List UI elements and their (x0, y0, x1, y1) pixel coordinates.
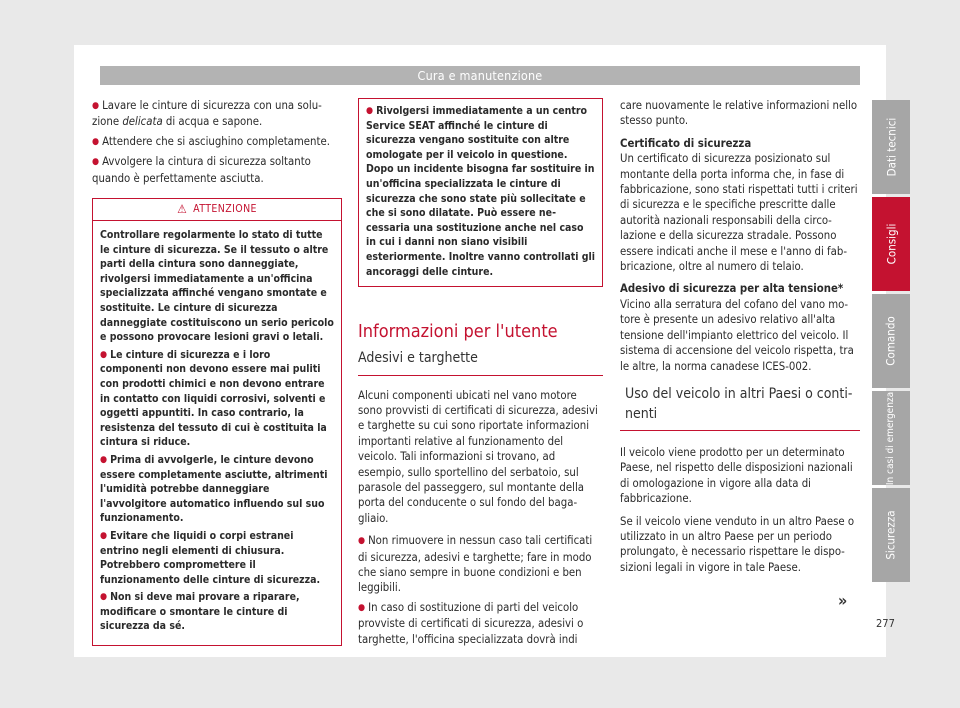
paragraph: Alcuni componenti ubicati nel vano motore sono provvisti di certificati di sicurezza, adesivi e targhette su cui sono riportate informazioni importanti relative al funzionamento del veicolo. Tali informazioni si trovano, ad esempio, sullo sportellino del serbatoio, sul parasole del passeggero, sul montante della porta del conducente o sul fondo del bagagliaio. (358, 388, 598, 525)
column-left (92, 98, 342, 646)
warning-triangle-icon: ⚠ (177, 201, 188, 216)
header-title: Cura e manutenzione (417, 68, 543, 83)
continue-arrow-icon: » (838, 591, 848, 610)
bullet-icon: ● (358, 536, 366, 547)
paragraph: Se il veicolo viene venduto in un altro Paese o utilizzato in un altro Paese per un periodo prolungato, è necessario rispettare le disposizioni legali in vigore in tale Paese. (620, 514, 855, 574)
paragraph: care nuovamente le relative informazioni nello stesso punto. (620, 99, 858, 128)
warning-item: ● Evitare che liquidi o corpi estranei entrino negli elementi di chiusura. Potrebbero compromettere il funzionamento delle cinture di sicurezza. (100, 529, 321, 586)
warning-title: ATTENZIONE (193, 202, 257, 215)
column-right (620, 98, 860, 582)
tab-emergenza[interactable]: In casi di emergenza (872, 391, 910, 485)
list-item: ● Avvolgere la cintura di sicurezza soltanto quando è perfettamente asciutta. (92, 155, 311, 185)
bullet-icon: ● (92, 157, 100, 168)
list-item: ● Non rimuovere in nessun caso tali certificati di sicurezza, adesivi e targhette; fare in modo che siano sempre in buone condizioni e ben leggibili. (358, 534, 593, 595)
bullet-icon: ● (358, 602, 366, 613)
tab-comando[interactable]: Comando (872, 294, 910, 388)
bullet-icon: ● (92, 101, 100, 111)
warning-box (92, 198, 342, 646)
list-item: ● Attendere che si asciughino completamente. (92, 134, 330, 148)
bullet-icon: ● (92, 136, 100, 147)
list-item: ● In caso di sostituzione di parti del veicolo provviste di certificati di sicurezza, adesivi o targhette, l'officina specializzata dovrà indi (358, 600, 584, 646)
list-item: ● Lavare le cinture di sicurezza con una soluzione delicata di acqua e sapone. (92, 99, 322, 129)
column-middle (358, 98, 603, 651)
bullet-icon: ● (100, 454, 108, 465)
warning-header (93, 199, 341, 221)
high-voltage-heading: Adesivo di sicurezza per alta tensione* (620, 282, 844, 296)
paragraph: Il veicolo viene prodotto per un determinato Paese, nel rispetto delle disposizioni nazionali di omologazione in vigore alla data di fabbricazione. (620, 445, 853, 506)
subsection-title: Adesivi e targhette (358, 351, 603, 375)
tab-dati-tecnici[interactable]: Dati tecnici (872, 100, 910, 194)
tab-sicurezza[interactable]: Sicurezza (872, 488, 910, 582)
subsection-title: Uso del veicolo in altri Paesi o continenti (620, 384, 860, 431)
bullet-icon: ● (366, 106, 374, 116)
warning-item: ● Non si deve mai provare a riparare, modificare o smontare le cinture di sicurezza da sé. (100, 591, 300, 633)
bullet-icon: ● (100, 530, 108, 541)
bullet-icon: ● (100, 592, 108, 603)
tab-consigli[interactable]: Consigli (872, 197, 910, 291)
warning-body (93, 221, 341, 645)
paragraph: Vicino alla serratura del cofano del vano motore è presente un adesivo relativo all'alta tensione dell'impianto elettrico del veicolo. Il sistema di accensione del veicolo rispetta, tra le altre, la norma canadese ICES-002. (620, 297, 854, 373)
bullet-icon: ● (100, 349, 108, 360)
warning-box-continued: ● Rivolgersi immediatamente a un centro Service SEAT affinché le cinture di sicurezza vengano sostituite con altre omologate per il veicolo in questione. Dopo un incidente bisogna far sostituire in un'officina specializzata le cinture di sicurezza che sono state più sollecitate e che si sono dilatate. Può essere necessaria una sostituzione anche nel caso in cui i danni non siano visibili esteriormente. Inoltre vanno controllati gli ancoraggi delle cinture. (358, 98, 603, 287)
warning-item: ● Prima di avvolgerle, le cinture devono essere completamente asciutte, altrimenti l'umidità potrebbe danneggiare l'avvolgitore automatico influendo sul suo funzionamento. (100, 453, 328, 525)
paragraph: Un certificato di sicurezza posizionato sul montante della porta informa che, in fase di fabbricazione, sono stati rispettati tutti i criteri di sicurezza e le specifiche prescritte dalle autorità nazionali responsabili della circolazione e della sicurezza stradale. Possono essere indicati anche il mese e l'anno di fabbricazione, oltre al numero di telaio. (620, 152, 858, 274)
certificate-heading: Certificato di sicurezza (620, 136, 752, 150)
warning-item: ● Le cinture di sicurezza e i loro componenti non devono essere mai puliti con prodotti chimici e non devono entrare in contatto con liquidi corrosivi, solventi e oggetti appuntiti. In caso contrario, la resistenza del tessuto di cui è costituita la cintura si riduce. (100, 348, 327, 449)
page-number: 277 (876, 617, 895, 630)
warning-intro: Controllare regolarmente lo stato di tutte le cinture di sicurezza. Se il tessuto o altre parti della cintura sono danneggiate, rivolgersi immediatamente a un'officina specializzata affinché vengano smontate e sostituite. Le cinture di sicurezza danneggiate costituiscono un serio pericolo e possono provocare lesioni gravi o letali. (100, 229, 334, 344)
section-title: Informazioni per l'utente (358, 321, 558, 343)
